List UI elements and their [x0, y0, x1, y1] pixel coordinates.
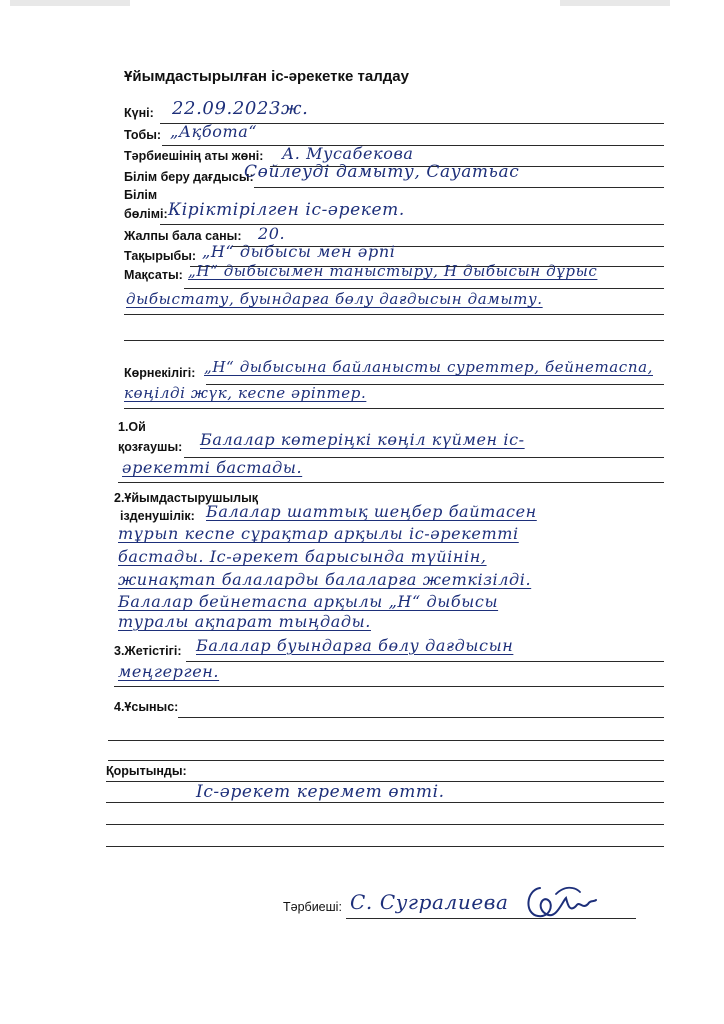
underline	[106, 802, 664, 803]
field-label: Қорытынды:	[106, 764, 187, 778]
underline	[124, 314, 664, 315]
handwritten-value: „Н“ дыбысымен таныстыру, Н дыбысын дұрыс	[188, 262, 598, 280]
underline	[184, 288, 664, 289]
handwritten-value: Сөйлеуді дамыту, Сауатьас	[244, 162, 520, 182]
field-label: Білім	[124, 188, 158, 202]
handwritten-value: дыбыстату, буындарға бөлу дағдысын дамыту.	[126, 290, 543, 308]
underline	[178, 717, 664, 718]
scan-bleed-mark	[560, 0, 670, 6]
handwritten-value: жинақтап балаларды балаларға жеткізілді.	[118, 570, 532, 589]
signature-label: Тәрбиеші:	[283, 900, 342, 914]
field-label: бөлімі:	[124, 207, 168, 221]
underline	[186, 661, 664, 662]
underline	[118, 482, 664, 483]
underline	[108, 740, 664, 741]
field-label: Мақсаты:	[124, 268, 183, 282]
field-label: ізденушілік:	[120, 509, 195, 523]
underline	[124, 340, 664, 341]
underline	[114, 686, 664, 687]
underline	[106, 824, 664, 825]
handwritten-value: көңілді жүк, кеспе әріптер.	[124, 384, 367, 402]
field-label: қозғаушы:	[118, 440, 183, 454]
field-label: 4.Ұсыныс:	[114, 700, 179, 714]
field-label: Көрнекілігі:	[124, 366, 196, 380]
underline	[160, 224, 664, 225]
underline	[106, 846, 664, 847]
field-label: 1.Ой	[118, 420, 146, 434]
handwritten-value: туралы ақпарат тыңдады.	[118, 612, 371, 631]
handwritten-value: Іс-әрекет керемет өтті.	[196, 782, 445, 802]
handwritten-value: Балалар буындарға бөлу дағдысын	[196, 636, 514, 655]
field-label: 2.Ұйымдастырушылық	[114, 491, 259, 505]
handwritten-value: Балалар бейнетаспа арқылы „Н“ дыбысы	[118, 592, 499, 611]
handwritten-value: 20.	[258, 224, 286, 243]
handwritten-value: әрекетті бастады.	[122, 458, 303, 477]
handwritten-value: „Н“ дыбысы мен әрпі	[202, 242, 396, 261]
field-label: Тақырыбы:	[124, 249, 197, 263]
handwritten-value: А. Мусабекова	[282, 144, 414, 163]
handwritten-value: „Ақбота“	[170, 122, 258, 141]
field-label: 3.Жетістігі:	[114, 644, 182, 658]
handwritten-value: Балалар шаттық шеңбер байтасен	[206, 502, 537, 521]
handwritten-value: Балалар көтеріңкі көңіл күймен іс-	[200, 430, 525, 449]
field-label: Тәрбиешінің аты жөні:	[124, 149, 264, 163]
field-label: Білім беру дағдысы:	[124, 170, 254, 184]
handwritten-value: Кіріктірілген іс-әрекет.	[168, 200, 405, 220]
signature-name: С. Сугралиева	[350, 890, 509, 914]
page-title: Ұйымдастырылған іс-әрекетке талдау	[124, 68, 409, 85]
handwritten-value: тұрып кеспе сұрақтар арқылы іс-әрекетті	[118, 524, 519, 543]
field-label: Жалпы бала саны:	[124, 229, 242, 243]
handwritten-value: 22.09.2023ж.	[172, 98, 309, 119]
field-label: Күні:	[124, 106, 154, 120]
signature-scribble	[522, 880, 602, 924]
underline	[108, 760, 664, 761]
handwritten-value: меңгерген.	[118, 662, 220, 681]
underline	[124, 408, 664, 409]
scan-bleed-mark	[10, 0, 130, 6]
underline	[254, 187, 664, 188]
handwritten-value: бастады. Іс-әрекет барысында түйінін,	[118, 547, 487, 566]
handwritten-value: „Н“ дыбысына байланысты суреттер, бейнетаспа,	[204, 358, 653, 376]
field-label: Тобы:	[124, 128, 162, 142]
